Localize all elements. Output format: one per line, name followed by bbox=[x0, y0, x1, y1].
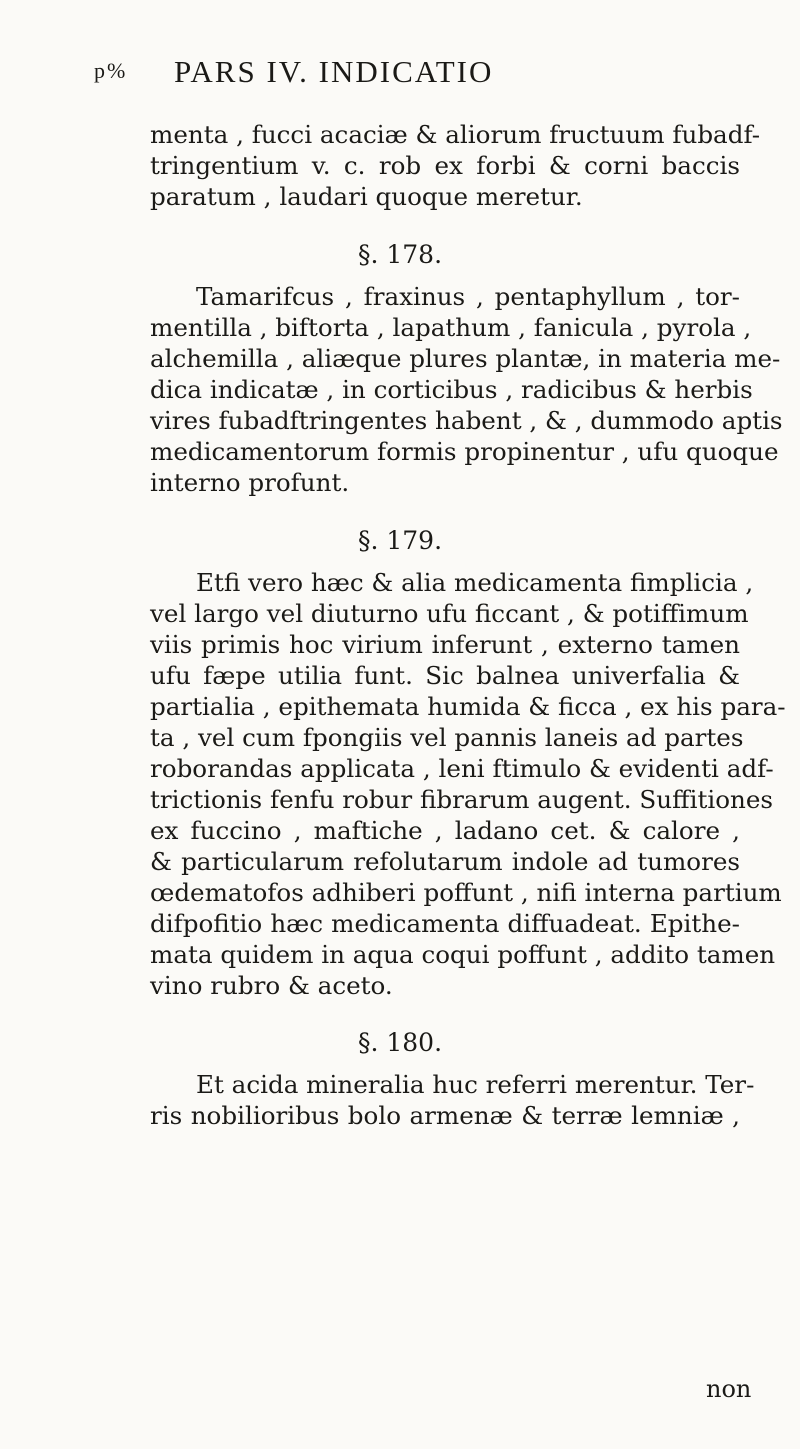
text-line: Tamarifcus , fraxinus , pentaphyllum , tor- bbox=[196, 282, 740, 311]
text-line: vires fubadftringentes habent , & , dummodo aptis bbox=[150, 406, 783, 435]
page-number: p% bbox=[94, 58, 128, 83]
running-header bbox=[94, 54, 714, 94]
text-line: & particularum refolutarum indole ad tumores bbox=[150, 847, 740, 876]
section-heading: §. 178. bbox=[357, 240, 443, 269]
text-line: vel largo vel diuturno ufu ficcant , & potiffimum bbox=[150, 599, 749, 628]
text-line: ta , vel cum fpongiis vel pannis laneis ad partes bbox=[150, 723, 744, 752]
text-line: œdematofos adhiberi poffunt , nifi interna partium bbox=[150, 878, 782, 907]
text-line: mentilla , biftorta , lapathum , fanicula , pyrola , bbox=[150, 313, 752, 342]
text-line: ris nobilioribus bolo armenæ & terræ lemniæ , bbox=[150, 1101, 740, 1130]
text-line: trictionis fenfu robur fibrarum augent. Suffitiones bbox=[150, 785, 774, 814]
text-line: viis primis hoc virium inferunt , externo tamen bbox=[150, 630, 740, 659]
catchword: non bbox=[706, 1375, 752, 1403]
text-line: ex fuccino , maftiche , ladano cet. & calore , bbox=[150, 816, 740, 845]
text-line: Et acida mineralia huc referri merentur. Ter- bbox=[196, 1070, 755, 1099]
text-line: interno profunt. bbox=[150, 468, 350, 497]
text-line: mata quidem in aqua coqui poffunt , addito tamen bbox=[150, 940, 776, 969]
text-line: Etfi vero hæc & alia medicamenta fimplicia , bbox=[196, 568, 754, 597]
text-line: vino rubro & aceto. bbox=[150, 971, 393, 1000]
text-line: paratum , laudari quoque meretur. bbox=[150, 182, 583, 211]
text-line: ufu fæpe utilia funt. Sic balnea univerfalia & bbox=[150, 661, 740, 690]
section-heading: §. 179. bbox=[357, 526, 443, 555]
text-line: medicamentorum formis propinentur , ufu quoque bbox=[150, 437, 779, 466]
section-heading: §. 180. bbox=[357, 1028, 443, 1057]
text-line: roborandas applicata , leni ftimulo & evidenti adf- bbox=[150, 754, 774, 783]
running-title: PARS IV. INDICATIO bbox=[174, 54, 494, 89]
text-line: partialia , epithemata humida & ficca , ex his para- bbox=[150, 692, 786, 721]
text-line: alchemilla , aliæque plures plantæ, in materia me- bbox=[150, 344, 781, 373]
text-line: difpofitio hæc medicamenta diffuadeat. Epithe- bbox=[150, 909, 740, 938]
text-line: tringentium v. c. rob ex forbi & corni baccis bbox=[150, 151, 740, 180]
text-line: menta , fucci acaciæ & aliorum fructuum fubadf- bbox=[150, 120, 761, 149]
text-line: dica indicatæ , in corticibus , radicibus & herbis bbox=[150, 375, 753, 404]
